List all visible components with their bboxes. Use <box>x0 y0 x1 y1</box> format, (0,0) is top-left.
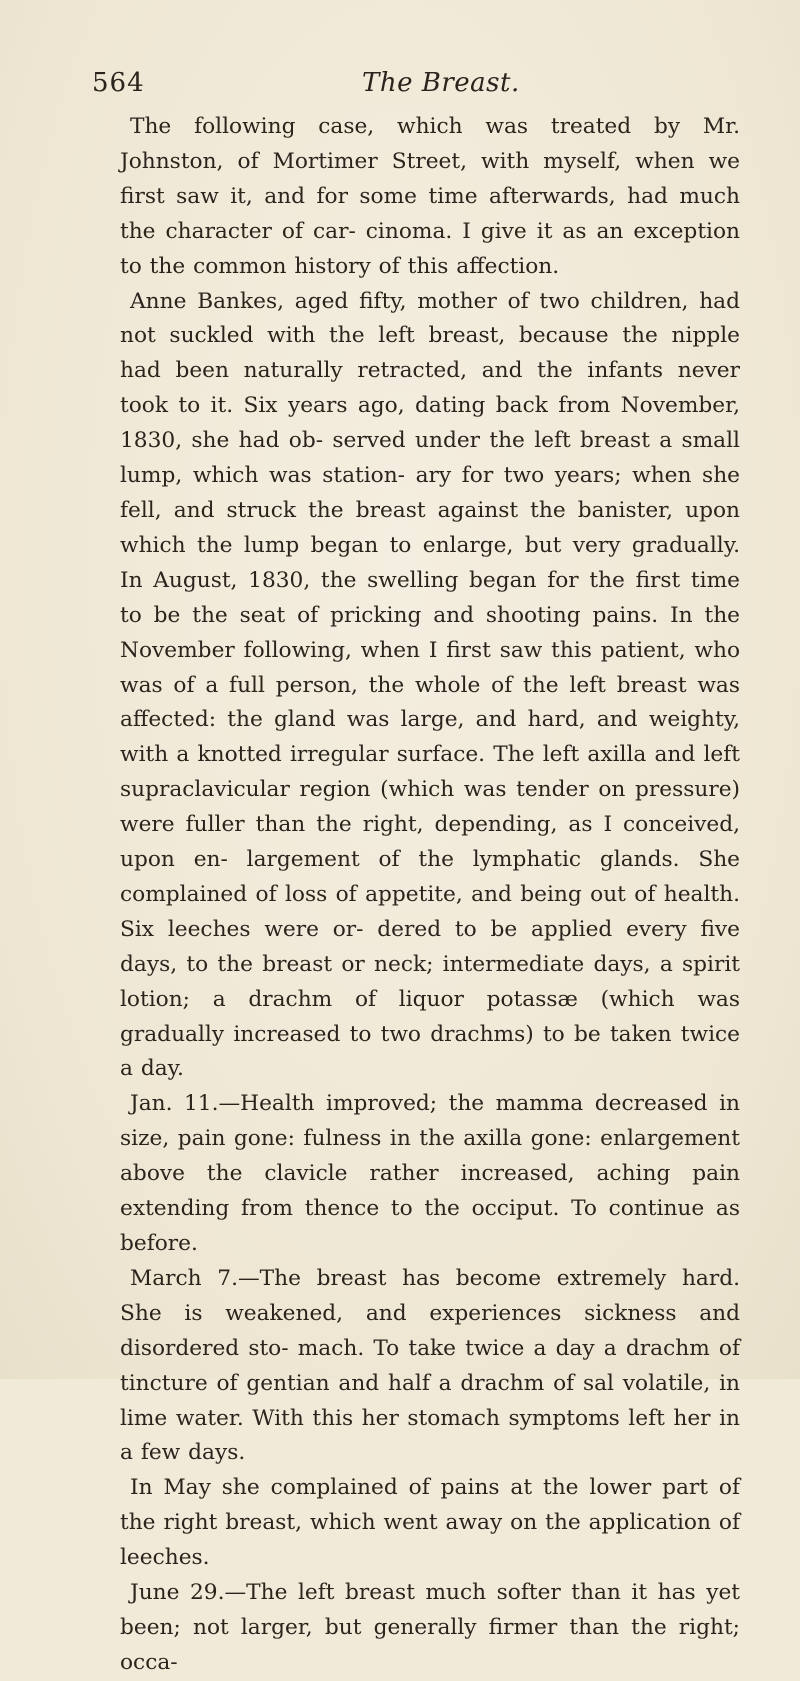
paragraph-case-history: Anne Bankes, aged fifty, mother of two children, had not suckled with the left breast, because the nipple had been naturally retracted, and the infants never took to it. Six years ago, dating back from November, 1830, she had ob- served under the left breast a small lump, which was station- ary for two years; when she fell, and struck the breast against the banister, upon which the lump began to enlarge, but very gradually. In August, 1830, the swelling began for the first time to be the seat of pricking and shooting pains. In the November following, when I first saw this patient, who was of a full person, the whole of the left breast was affected: the gland was large, and hard, and weighty, with a knotted irregular surface. The left axilla and left supraclavicular region (which was tender on pressure) were fuller than the right, depending, as I conceived, upon en- largement of the lymphatic glands. She complained of loss of appetite, and being out of health. Six leeches were or- dered to be applied every five days, to the breast or neck; intermediate days, a spirit lotion; a drachm of liquor potassæ (which was gradually increased to two drachms) to be taken twice a day. <box>120 288 740 1082</box>
page-header <box>92 68 752 108</box>
body-text <box>120 110 740 1681</box>
paragraph-march: March 7.—The breast has become extremely hard. She is weakened, and experiences sickness and disordered sto- mach. To take twice a day a drachm of tincture of gentian and half a drachm of sal volatile, in lime water. With this her stomach symptoms left her in a few days. <box>120 1265 740 1466</box>
paragraph-intro: The following case, which was treated by Mr. Johnston, of Mortimer Street, with myself, when we first saw it, and for some time afterwards, had much the character of car- cinoma. I give it as an exception to the common history of this affection. <box>120 114 740 279</box>
paragraph-may: In May she complained of pains at the lower part of the right breast, which went away on the application of leeches. <box>120 1475 740 1571</box>
page-number: 564 <box>92 68 145 98</box>
paragraph-january: Jan. 11.—Health improved; the mamma decreased in size, pain gone: fulness in the axilla gone: enlargement above the clavicle rather increased, aching pain extending from thence to the occiput. To continue as before. <box>120 1091 740 1256</box>
running-title: The Breast. <box>362 68 520 98</box>
paragraph-june: June 29.—The left breast much softer than it has yet been; not larger, but generally firmer than the right; occa- <box>120 1580 740 1675</box>
